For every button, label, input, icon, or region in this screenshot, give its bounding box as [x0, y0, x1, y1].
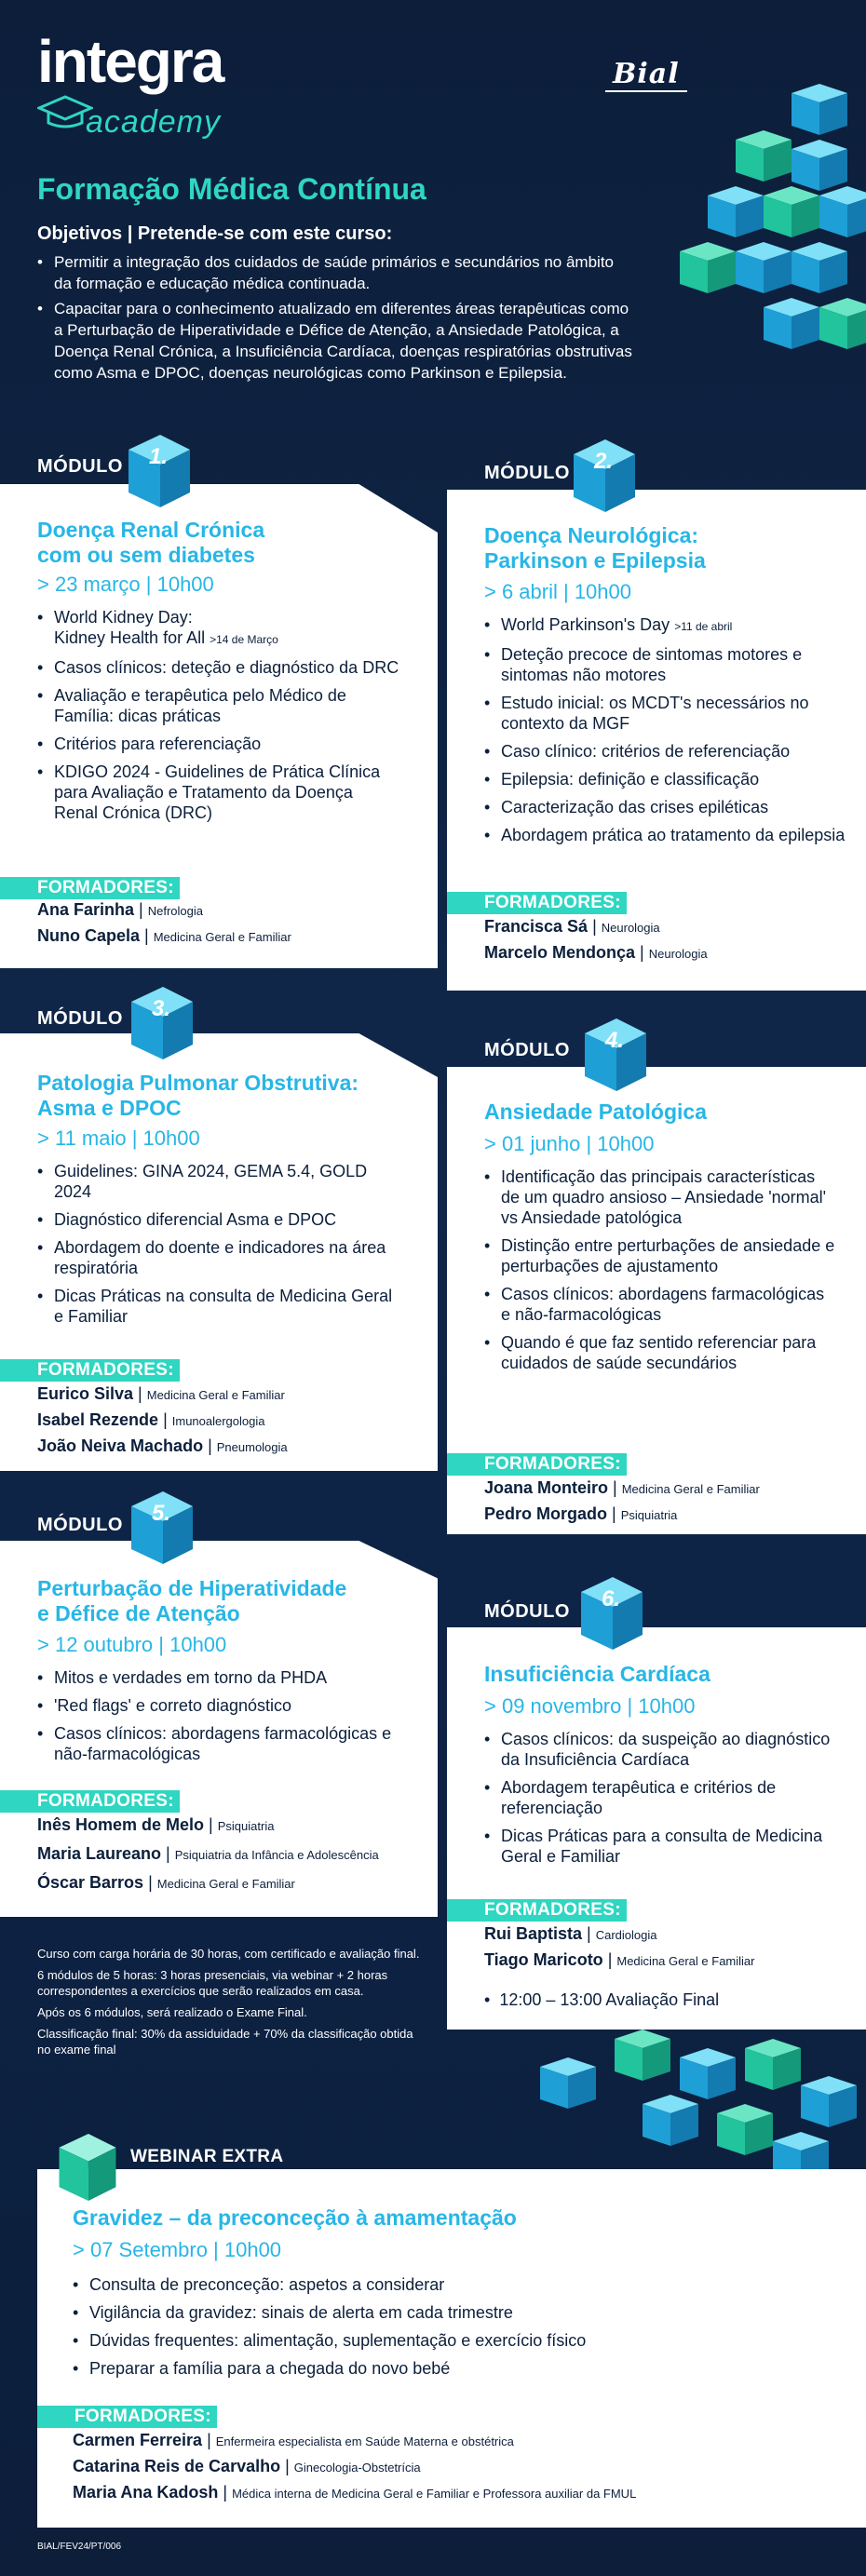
list-item: • Vigilância da gravidez: sinais de alerta em cada trimestre	[73, 2302, 836, 2323]
list-item: • 'Red flags' e correto diagnóstico	[37, 1695, 410, 1716]
objective-item: • Capacitar para o conhecimento atualizado em diferentes áreas terapêuticas como a Perturbação de Hiperatividade e Défice de Atenção, a Ansiedade Patológica, a Doença Renal Crónica, a Insuficiência Cardíaca, doenças respiratórias obstrutivas como Asma e DPOC, doenças neurológicas como Parkinson e Epilepsia.	[37, 298, 633, 384]
list-item: • Abordagem do doente e indicadores na área respiratória	[37, 1237, 400, 1278]
final-evaluation: • 12:00 – 13:00 Avaliação Final	[484, 1990, 720, 2009]
module-4-title: Ansiedade Patológica	[484, 1099, 708, 1124]
module-5-number: 5.	[152, 1501, 171, 1526]
module-4-topics	[484, 1167, 838, 1381]
trainer: João Neiva Machado | Pneumologia	[37, 1436, 288, 1455]
module-6-label: MÓDULO	[484, 1601, 570, 1622]
list-item: • Critérios para referenciação	[37, 734, 400, 754]
module-5-trainers-label: FORMADORES:	[0, 1790, 180, 1813]
trainer: Catarina Reis de Carvalho | Ginecologia-Obstetrícia	[73, 2457, 421, 2475]
module-1-number: 1.	[149, 444, 169, 469]
webinar-title: Gravidez – da preconceção à amamentação	[73, 2205, 517, 2230]
list-item: • World Kidney Day: Kidney Health for All >14 de Março	[37, 607, 400, 650]
module-2-title: Doença Neurológica: Parkinson e Epilepsia	[484, 523, 706, 573]
list-item: • Preparar a família para a chegada do novo bebé	[73, 2358, 836, 2379]
trainer: Maria Laureano | Psiquiatria da Infância e Adolescência	[37, 1844, 379, 1863]
webinar-date: > 07 Setembro | 10h00	[73, 2238, 282, 2261]
document-code: BIAL/FEV24/PT/006	[37, 2542, 122, 2552]
trainer: Rui Baptista | Cardiologia	[484, 1924, 657, 1943]
module-3-trainers-label: FORMADORES:	[0, 1359, 180, 1382]
module-2-number: 2.	[594, 449, 614, 474]
module-6-topics	[484, 1729, 847, 1874]
graduation-cap-icon	[37, 93, 93, 130]
module-3-trainers	[37, 1382, 288, 1460]
module-1-trainers	[37, 897, 291, 950]
module-6-number: 6.	[602, 1586, 621, 1612]
list-item: • Dicas Práticas na consulta de Medicina Geral e Familiar	[37, 1286, 400, 1327]
trainer: Pedro Morgado | Psiquiatria	[484, 1504, 678, 1523]
module-2-topics	[484, 614, 847, 853]
trainer: Carmen Ferreira | Enfermeira especialista em Saúde Materna e obstétrica	[73, 2431, 514, 2449]
objectives-title: Objetivos | Pretende-se com este curso:	[37, 223, 393, 244]
list-item: • Distinção entre perturbações de ansiedade e perturbações de ajustamento	[484, 1235, 838, 1276]
list-item: • Dúvidas frequentes: alimentação, suplementação e exercício físico	[73, 2330, 836, 2351]
module-2-date: > 6 abril | 10h00	[484, 580, 631, 603]
info-paragraph: Curso com carga horária de 30 horas, com certificado e avaliação final.	[37, 1947, 420, 1961]
page-title: Formação Médica Contínua	[37, 172, 426, 206]
list-item: • Guidelines: GINA 2024, GEMA 5.4, GOLD 2024	[37, 1161, 400, 1202]
module-1-date: > 23 março | 10h00	[37, 573, 214, 596]
list-item: • Casos clínicos: da suspeição ao diagnóstico da Insuficiência Cardíaca	[484, 1729, 847, 1770]
module-3-number: 3.	[152, 996, 171, 1021]
trainer: Óscar Barros | Medicina Geral e Familiar	[37, 1873, 295, 1892]
module-3-title: Patologia Pulmonar Obstrutiva: Asma e DPOC	[37, 1071, 359, 1120]
webinar-topics	[73, 2274, 836, 2386]
trainer: Marcelo Mendonça | Neurologia	[484, 943, 708, 962]
trainer: Isabel Rezende | Imunoalergologia	[37, 1410, 265, 1429]
trainer: Eurico Silva | Medicina Geral e Familiar	[37, 1384, 285, 1403]
list-item: • Casos clínicos: abordagens farmacológicas e não-farmacológicas	[37, 1723, 410, 1764]
module-6-trainers-label: FORMADORES:	[447, 1899, 627, 1922]
module-6-date: > 09 novembro | 10h00	[484, 1694, 696, 1718]
module-6-trainers	[484, 1922, 754, 1974]
module-5-trainers	[37, 1813, 410, 1896]
module-1-topics	[37, 607, 400, 830]
list-item: • World Parkinson's Day >11 de abril	[484, 614, 847, 637]
trainer: Tiago Maricoto | Medicina Geral e Familiar	[484, 1950, 755, 1969]
list-item: • Caso clínico: critérios de referenciação	[484, 741, 847, 762]
list-item: • Deteção precoce de sintomas motores e sintomas não motores	[484, 644, 847, 685]
module-5-title: Perturbação de Hiperatividade e Défice de Atenção	[37, 1576, 347, 1625]
trainer: Francisca Sá | Neurologia	[484, 917, 660, 936]
list-item: • Abordagem terapêutica e critérios de referenciação	[484, 1777, 847, 1818]
list-item: • Avaliação e terapêutica pelo Médico de Família: dicas práticas	[37, 685, 400, 726]
list-item: • Caracterização das crises epiléticas	[484, 797, 847, 817]
objective-item: • Permitir a integração dos cuidados de saúde primários e secundários no âmbito da formação e educação médica continuada.	[37, 251, 633, 294]
trainer: Inês Homem de Melo | Psiquiatria	[37, 1815, 275, 1834]
list-item: • KDIGO 2024 - Guidelines de Prática Clínica para Avaliação e Tratamento da Doença Renal Crónica (DRC)	[37, 762, 400, 823]
trainer: Maria Ana Kadosh | Médica interna de Medicina Geral e Familiar e Professora auxiliar da FMUL	[73, 2483, 637, 2502]
module-2-trainers	[484, 914, 708, 966]
webinar-label: WEBINAR EXTRA	[130, 2147, 284, 2166]
module-4-label: MÓDULO	[484, 1040, 570, 1060]
trainer: Joana Monteiro | Medicina Geral e Familiar	[484, 1478, 760, 1497]
integra-logo: integra	[37, 28, 223, 95]
list-item: • Mitos e verdades em torno da PHDA	[37, 1667, 410, 1688]
module-3-label: MÓDULO	[37, 1008, 123, 1029]
webinar-trainers	[73, 2428, 846, 2506]
list-item: • Abordagem prática ao tratamento da epilepsia	[484, 825, 847, 845]
module-6-title: Insuficiência Cardíaca	[484, 1662, 710, 1686]
list-item: • Diagnóstico diferencial Asma e DPOC	[37, 1209, 400, 1230]
module-1-trainers-label: FORMADORES:	[0, 877, 180, 899]
trainer: Nuno Capela | Medicina Geral e Familiar	[37, 926, 291, 945]
list-item: • Estudo inicial: os MCDT's necessários no contexto da MGF	[484, 693, 847, 734]
module-5-date: > 12 outubro | 10h00	[37, 1633, 227, 1656]
module-5-label: MÓDULO	[37, 1515, 123, 1535]
list-item: • Quando é que faz sentido referenciar para cuidados de saúde secundários	[484, 1332, 838, 1373]
webinar-trainers-label: FORMADORES:	[37, 2406, 217, 2428]
module-1-label: MÓDULO	[37, 456, 123, 477]
list-item: • Casos clínicos: abordagens farmacológicas e não-farmacológicas	[484, 1284, 838, 1325]
module-4-trainers-label: FORMADORES:	[447, 1453, 627, 1476]
info-paragraph: 6 módulos de 5 horas: 3 horas presenciais, via webinar + 2 horas correspondentes a exercícios que serão realizados em casa.	[37, 1968, 388, 1998]
module-5-topics	[37, 1667, 410, 1772]
module-2-trainers-label: FORMADORES:	[447, 892, 627, 914]
trainer: Ana Farinha | Nefrologia	[37, 900, 203, 919]
list-item: • Consulta de preconceção: aspetos a considerar	[73, 2274, 836, 2295]
list-item: • Identificação das principais características de um quadro ansioso – Ansiedade 'normal' vs Ansiedade patológica	[484, 1167, 838, 1228]
bial-logo: Bial	[605, 58, 687, 92]
module-4-trainers	[484, 1476, 760, 1528]
list-item: • Epilepsia: definição e classificação	[484, 769, 847, 789]
module-3-date: > 11 maio | 10h00	[37, 1126, 200, 1150]
info-paragraph: Após os 6 módulos, será realizado o Exame Final.	[37, 2005, 307, 2019]
module-2-label: MÓDULO	[484, 463, 570, 483]
module-1-title: Doença Renal Crónica com ou sem diabetes	[37, 518, 265, 567]
objectives-list	[37, 251, 633, 387]
list-item: • Dicas Práticas para a consulta de Medicina Geral e Familiar	[484, 1826, 847, 1867]
cube-cluster-top	[652, 84, 866, 382]
list-item: • Casos clínicos: deteção e diagnóstico da DRC	[37, 657, 400, 678]
info-paragraph: Classificação final: 30% da assiduidade + 70% da classificação obtida no exame final	[37, 2027, 413, 2057]
academy-logo-text: academy	[86, 104, 221, 140]
module-4-date: > 01 junho | 10h00	[484, 1132, 655, 1155]
course-info	[37, 1946, 428, 2063]
webinar-cube-icon	[54, 2132, 121, 2203]
module-3-topics	[37, 1161, 400, 1334]
module-4-number: 4.	[605, 1028, 625, 1053]
